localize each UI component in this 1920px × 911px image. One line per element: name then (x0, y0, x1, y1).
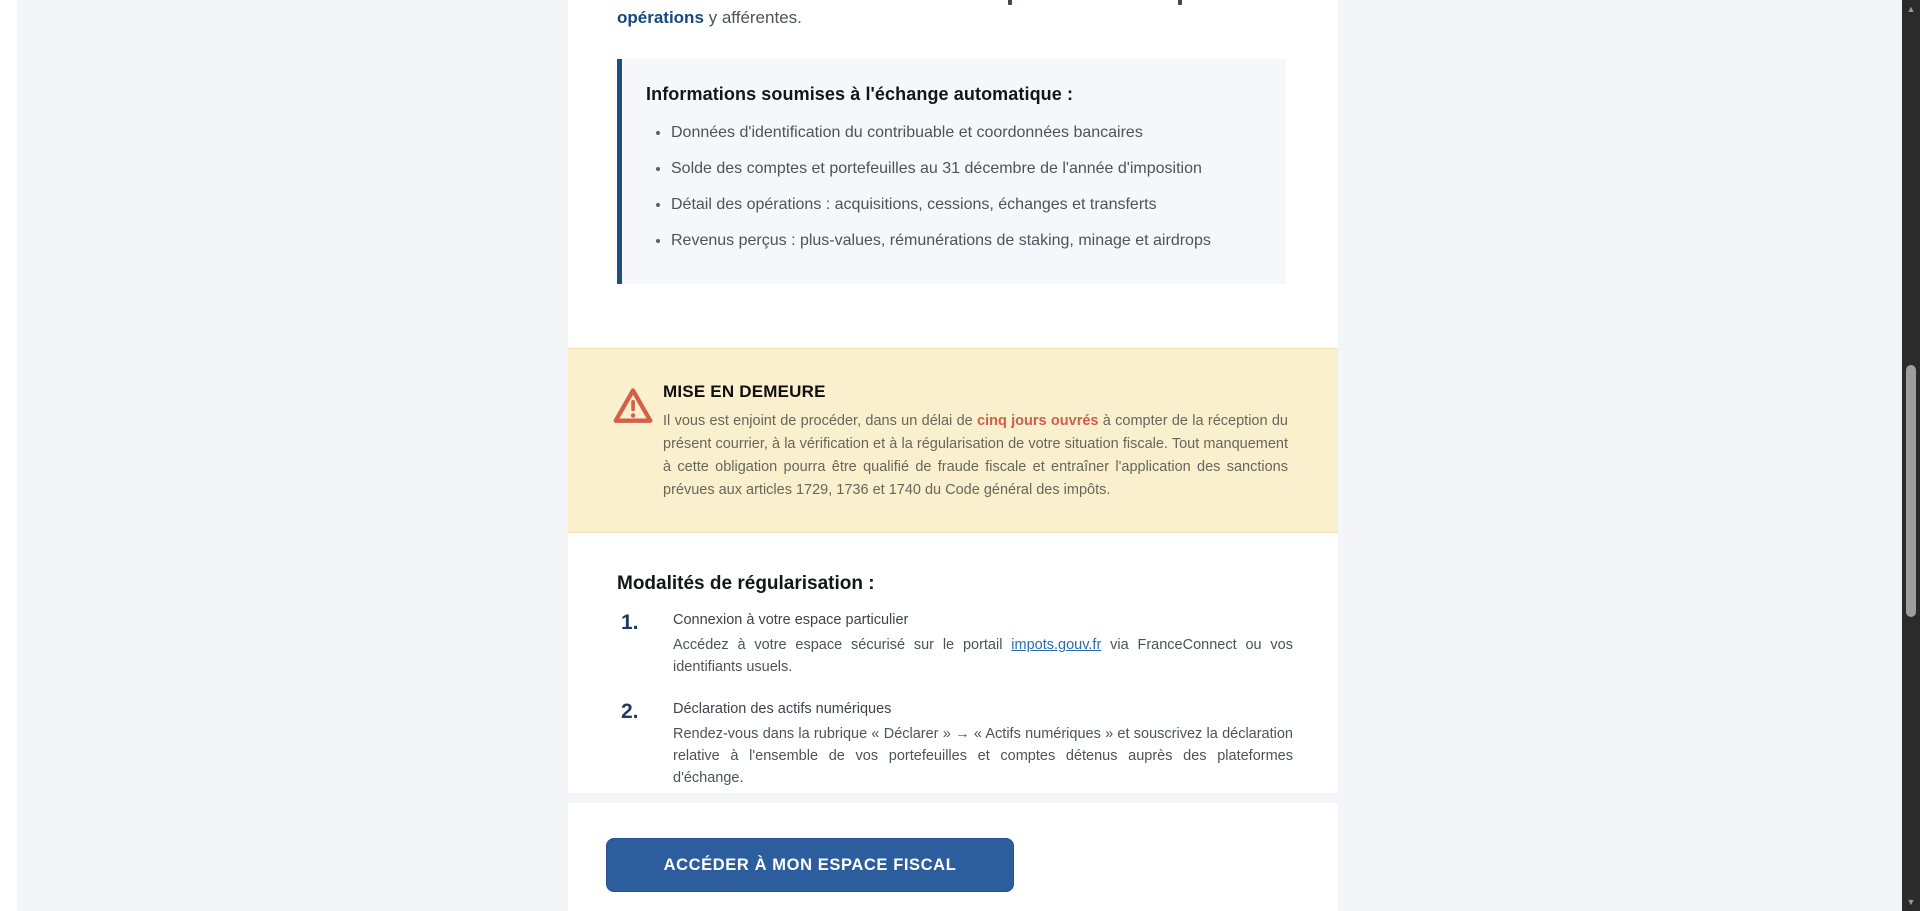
email-card (568, 0, 1338, 911)
section-separator (568, 793, 1338, 803)
step-1 (621, 611, 1293, 678)
deadline-highlight: cinq jours ouvrés (977, 413, 1099, 429)
scrollbar-up-arrow-icon[interactable]: ▲ (1906, 4, 1916, 14)
scrollbar-thumb[interactable] (1906, 365, 1916, 617)
step-2-title: Déclaration des actifs numériques (673, 701, 892, 717)
intro-paragraph (617, 5, 1286, 31)
list-item: • Données d'identification du contribuable et coordonnées bancaires (671, 122, 1266, 144)
list-item: • Revenus perçus : plus-values, rémunérations de staking, minage et airdrops (671, 230, 1266, 252)
mise-en-demeure-box (568, 348, 1338, 533)
info-box-title: Informations soumises à l'échange automatique : (646, 84, 1074, 104)
browser-scrollbar[interactable] (1902, 0, 1920, 911)
scrollbar-down-arrow-icon[interactable]: ▼ (1906, 897, 1916, 907)
operations-link[interactable]: opérations (617, 8, 704, 27)
step-1-number: 1. (621, 611, 639, 634)
warning-body: Il vous est enjoint de procéder, dans un délai de cinq jours ouvrés à compter de la réception du présent courrier, à la vérification et à la régularisation de votre situation fiscale. Tout manquement à cette obligation pourra être qualifié de fraude fiscale et entraîner l'application des sanctions prévues aux articles 1729, 1736 et 1740 du Code général des impôts. (663, 413, 1288, 498)
step-2 (621, 700, 1293, 789)
step-1-body: Accédez à votre espace sécurisé sur le portail impots.gouv.fr via FranceConnect ou vos identifiants usuels. (673, 637, 1293, 675)
info-list (646, 122, 1266, 252)
intro-text: y afférentes. (703, 8, 802, 27)
auto-exchange-info-box (617, 59, 1286, 284)
list-item: • Solde des comptes et portefeuilles au 31 décembre de l'année d'imposition (671, 158, 1266, 180)
warning-triangle-icon (612, 387, 654, 425)
access-fiscal-space-button[interactable]: ACCÉDER À MON ESPACE FISCAL (606, 838, 1014, 892)
step-1-title: Connexion à votre espace particulier (673, 612, 909, 628)
warning-title: MISE EN DEMEURE (663, 382, 826, 401)
modalites-section-title: Modalités de régularisation : (617, 573, 875, 594)
list-item: • Détail des opérations : acquisitions, cessions, échanges et transferts (671, 194, 1266, 216)
step-2-number: 2. (621, 700, 639, 723)
step-2-body: Rendez-vous dans la rubrique « Déclarer » → « Actifs numériques » et souscrivez la déclaration relative à l'ensemble de vos portefeuilles et comptes détenus auprès des plateformes d'échange. (673, 726, 1293, 786)
impots-gouv-link[interactable]: impots.gouv.fr (1011, 637, 1102, 653)
